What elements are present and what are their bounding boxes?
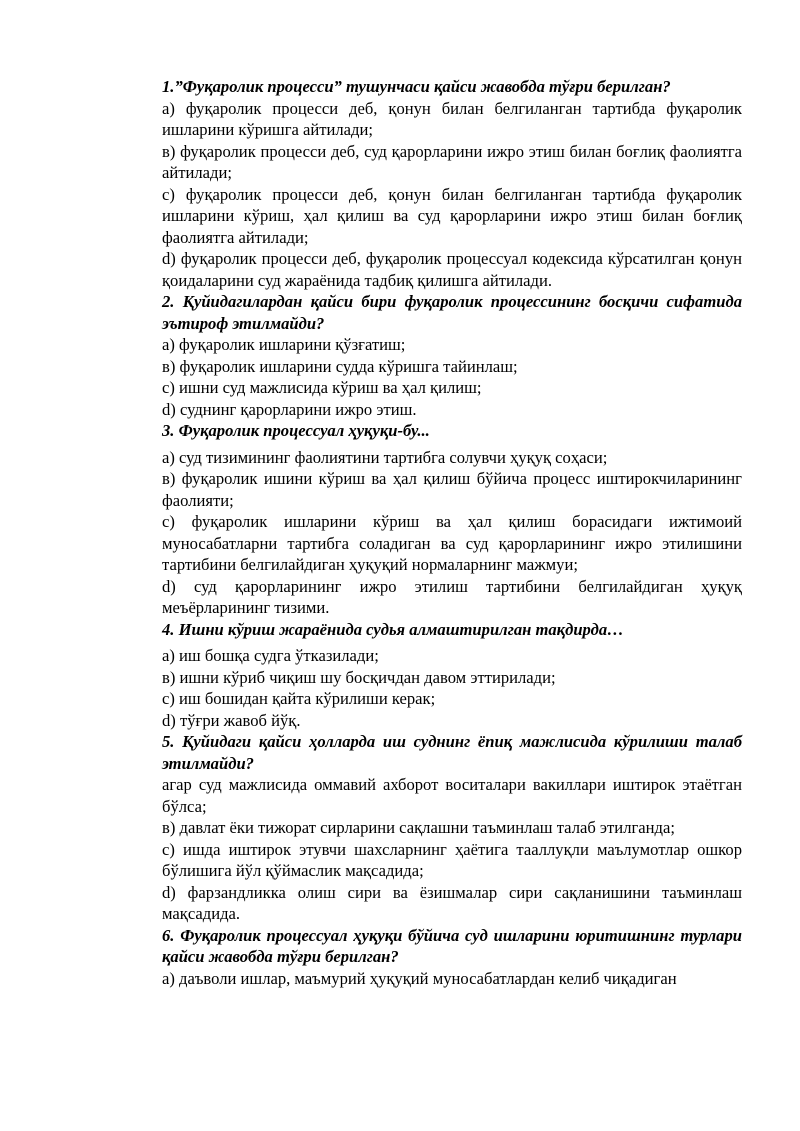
- question-5-option-d: d) фарзандликка олиш сири ва ёзишмалар сири сақланишини таъминлаш мақсадида.: [162, 882, 742, 923]
- question-5-option-c: с) ишда иштирок этувчи шахсларнинг ҳаётига тааллуқли маълумотлар ошкор бўлишига йўл қўймаслик мақсадида;: [162, 839, 742, 880]
- question-2-option-b: в) фуқаролик ишларини судда кўришга тайинлаш;: [162, 356, 518, 376]
- question-6-option-a: а) даъволи ишлар, маъмурий ҳуқуқий муносабатлардан келиб чиқадиган: [162, 968, 677, 988]
- question-2-option-a: а) фуқаролик ишларини қўзғатиш;: [162, 335, 406, 354]
- question-3-option-c: с) фуқаролик ишларини кўриш ва ҳал қилиш борасидаги ижтимоий муносабатларни тартибга соладиган ва суд қарорларининг ижро этилишини тартибини белгилайдиган ҳуқуқий нормаларнинг мажмуи;: [162, 512, 742, 574]
- question-1-option-c: с) фуқаролик процесси деб, қонун билан белгиланган тартибда фуқаролик ишларини кўриш, ҳал қилиш ва суд қарорларини ижро этиш билан боғлиқ фаолиятга айтилади;: [162, 184, 742, 247]
- question-3-option-b: в) фуқаролик ишини кўриш ва ҳал қилиш бўйича процесс иштирокчиларининг фаолияти;: [162, 469, 742, 510]
- question-4-option-b: в) ишни кўриб чиқиш шу босқичдан давом эттирилади;: [162, 667, 556, 687]
- question-6-title: 6. Фуқаролик процессуал ҳуқуқи бўйича суд ишларини юритишнинг турлари қайси жавобда тўғри берилган?: [162, 925, 742, 966]
- question-3-option-d: d) суд қарорларининг ижро этилиш тартибини белгилайдиган ҳуқуқ меъёрларининг тизими.: [162, 576, 742, 617]
- question-5-title: 5. Қуйидаги қайси ҳолларда иш суднинг ёпиқ мажлисида кўрилиши талаб этилмайди?: [162, 732, 742, 773]
- question-4-option-a: а) иш бошқа судга ўтказилади;: [162, 646, 379, 665]
- question-2-title: 2. Қуйидагилардан қайси бири фуқаролик процессининг босқичи сифатида эътироф этилмайди?: [162, 292, 742, 333]
- question-2-option-c: с) ишни суд мажлисида кўриш ва ҳал қилиш;: [162, 378, 482, 397]
- document-page: [162, 76, 742, 989]
- question-5-option-a: агар суд мажлисида оммавий ахборот воситалари вакиллари иштирок этаётган бўлса;: [162, 775, 742, 816]
- question-1-option-b: в) фуқаролик процесси деб, суд қарорларини ижро этиш билан боғлиқ фаолиятга айтилади;: [162, 141, 742, 182]
- question-1-option-d: d) фуқаролик процесси деб, фуқаролик процессуал кодексида кўрсатилган қонун қоидаларини суд жараёнида тадбиқ қилишга айтилади.: [162, 249, 742, 290]
- question-3-option-a: а) суд тизимининг фаолиятини тартибга солувчи ҳуқуқ соҳаси;: [162, 447, 608, 467]
- question-4-title: 4. Ишни кўриш жараёнида судья алмаштирилган тақдирда…: [162, 619, 624, 639]
- question-3-title: 3. Фуқаролик процессуал ҳуқуқи-бу...: [162, 421, 430, 440]
- question-1-title: 1.”Фуқаролик процесси” тушунчаси қайси жавобда тўғри берилган?: [162, 77, 671, 96]
- question-1-option-a: а) фуқаролик процесси деб, қонун билан белгиланган тартибда фуқаролик ишларини кўришга айтилади;: [162, 98, 742, 139]
- question-4-option-d: d) тўғри жавоб йўқ.: [162, 710, 301, 730]
- question-5-option-b: в) давлат ёки тижорат сирларини сақлашни таъминлаш талаб этилганда;: [162, 818, 675, 837]
- question-2-option-d: d) суднинг қарорларини ижро этиш.: [162, 399, 417, 419]
- question-4-option-c: с) иш бошидан қайта кўрилиши керак;: [162, 689, 436, 708]
